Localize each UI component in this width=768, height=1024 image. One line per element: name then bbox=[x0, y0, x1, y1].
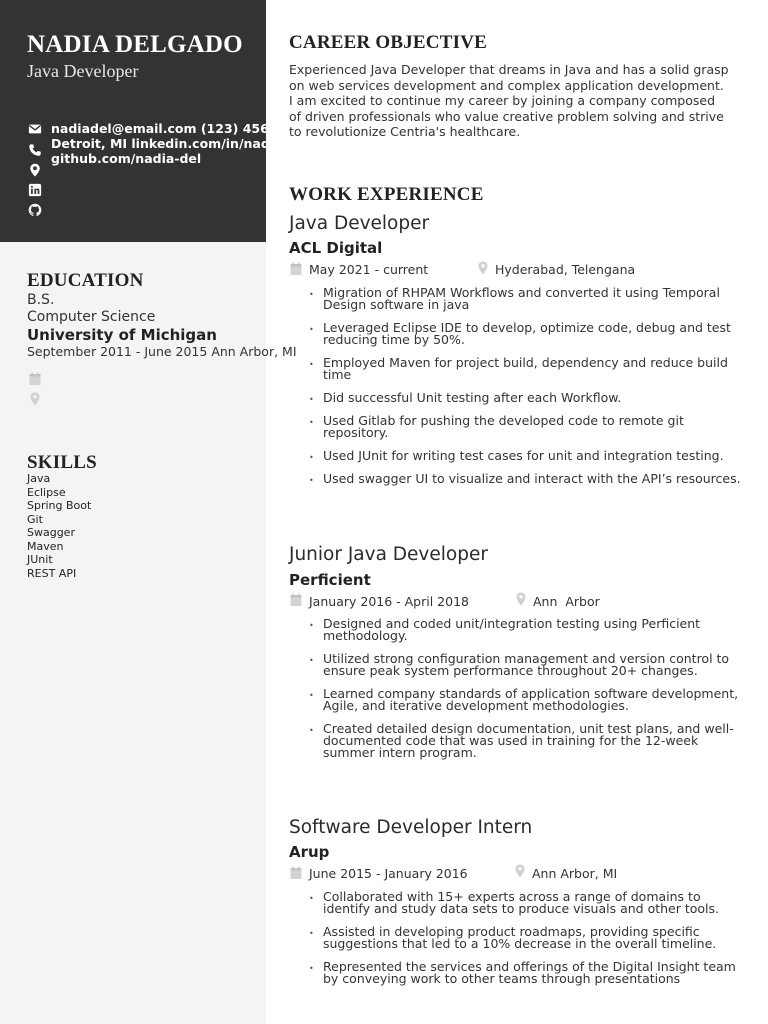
job-dates: January 2016 - April 2018 bbox=[309, 594, 469, 609]
candidate-title: Java Developer bbox=[27, 61, 139, 81]
bullet-item: • Leveraged Eclipse IDE to develop, optimize code, debug and test reducing time by 50%. bbox=[309, 322, 741, 346]
job-company: ACL Digital bbox=[289, 239, 383, 257]
job-bullets bbox=[309, 287, 741, 485]
education-degree: B.S. bbox=[27, 292, 55, 308]
skills-list bbox=[27, 472, 91, 580]
skill-item: Java bbox=[27, 472, 51, 485]
bullet-item: • Created detailed design documentation, unit test plans, and well-documented code that was used in training for the 12-week summer intern program. bbox=[309, 723, 741, 759]
location-pin-icon bbox=[514, 864, 526, 878]
bullet-item: • Used swagger UI to visualize and interact with the API’s resources. bbox=[309, 473, 741, 485]
bullet-item: • Used Gitlab for pushing the developed code to remote git repository. bbox=[309, 415, 741, 439]
bullet-item: • Used JUnit for writing test cases for unit and integration testing. bbox=[309, 450, 741, 462]
location-pin-icon bbox=[477, 261, 489, 275]
linkedin-icon bbox=[28, 183, 42, 197]
career-objective-heading: CAREER OBJECTIVE bbox=[289, 32, 487, 53]
education-university: University of Michigan bbox=[27, 326, 217, 344]
calendar-icon bbox=[29, 372, 41, 386]
skill-item: REST API bbox=[27, 566, 77, 580]
work-experience-heading: WORK EXPERIENCE bbox=[289, 184, 484, 205]
envelope-icon bbox=[28, 122, 42, 136]
skill-item: Swagger bbox=[27, 526, 75, 539]
job-company: Arup bbox=[289, 843, 330, 861]
contact-github: github.com/nadia-del bbox=[51, 151, 202, 166]
bullet-item: • Learned company standards of application software development, Agile, and iterative development methodologies. bbox=[309, 688, 741, 712]
career-objective-text: Experienced Java Developer that dreams in Java and has a solid grasp on web services development and complex application development. I am excited to continue my career by joining a company composed of driven professionals who value creative problem solving and strive to revolutionize Centria's healthcare. bbox=[289, 62, 729, 139]
skill-item: Spring Boot bbox=[27, 499, 92, 512]
job-bullets bbox=[309, 618, 741, 759]
job-location: Ann Arbor, MI bbox=[532, 866, 618, 881]
contact-email-phone: nadiadel@email.com (123) 456-7890 bbox=[51, 121, 309, 136]
education-heading: EDUCATION bbox=[27, 270, 144, 291]
job-location: Ann Arbor bbox=[533, 594, 600, 609]
job-title: Software Developer Intern bbox=[289, 817, 533, 838]
bullet-item: • Designed and coded unit/integration testing using Perficient methodology. bbox=[309, 618, 741, 642]
location-pin-icon bbox=[29, 392, 41, 406]
education-field: Computer Science bbox=[27, 309, 156, 325]
job-location: Hyderabad, Telengana bbox=[495, 262, 636, 277]
education-dates-location: September 2011 - June 2015 Ann Arbor, MI bbox=[27, 344, 297, 359]
job-bullets bbox=[309, 891, 741, 985]
skill-item: Maven bbox=[27, 539, 64, 553]
calendar-icon bbox=[290, 866, 302, 880]
bullet-item: • Utilized strong configuration management and version control to ensure peak system performance throughout 20+ changes. bbox=[309, 653, 741, 677]
job-dates: June 2015 - January 2016 bbox=[309, 866, 468, 881]
bullet-item: • Employed Maven for project build, dependency and reduce build time bbox=[309, 357, 741, 381]
job-dates: May 2021 - current bbox=[309, 262, 429, 277]
skill-item: JUnit bbox=[27, 553, 53, 566]
bullet-item: • Represented the services and offerings of the Digital Insight team by conveying work to other teams through presentations bbox=[309, 961, 741, 985]
phone-icon bbox=[28, 143, 42, 157]
github-icon bbox=[28, 203, 42, 217]
bullet-item: • Collaborated with 15+ experts across a range of domains to identify and study data sets to produce visuals and other tools. bbox=[309, 891, 741, 915]
map-pin-icon bbox=[28, 163, 42, 177]
calendar-icon bbox=[290, 593, 302, 607]
bullet-item: • Assisted in developing product roadmaps, providing specific suggestions that led to a 10% decrease in the overall timeline. bbox=[309, 926, 741, 950]
calendar-icon bbox=[290, 262, 302, 276]
location-pin-icon bbox=[515, 592, 527, 606]
job-title: Java Developer bbox=[289, 213, 430, 234]
skill-item: Eclipse bbox=[27, 485, 66, 499]
job-title: Junior Java Developer bbox=[289, 544, 488, 565]
bullet-item: • Did successful Unit testing after each Workflow. bbox=[309, 392, 741, 404]
job-company: Perficient bbox=[289, 571, 371, 589]
skills-heading: SKILLS bbox=[27, 452, 97, 473]
sidebar-header bbox=[0, 0, 310, 242]
contact-location-linkedin: Detroit, MI linkedin.com/in/nadia-del bbox=[51, 136, 310, 151]
candidate-name: NADIA DELGADO bbox=[27, 31, 243, 58]
skill-item: Git bbox=[27, 512, 43, 526]
bullet-item: • Migration of RHPAM Workflows and converted it using Temporal Design software in java bbox=[309, 287, 741, 311]
